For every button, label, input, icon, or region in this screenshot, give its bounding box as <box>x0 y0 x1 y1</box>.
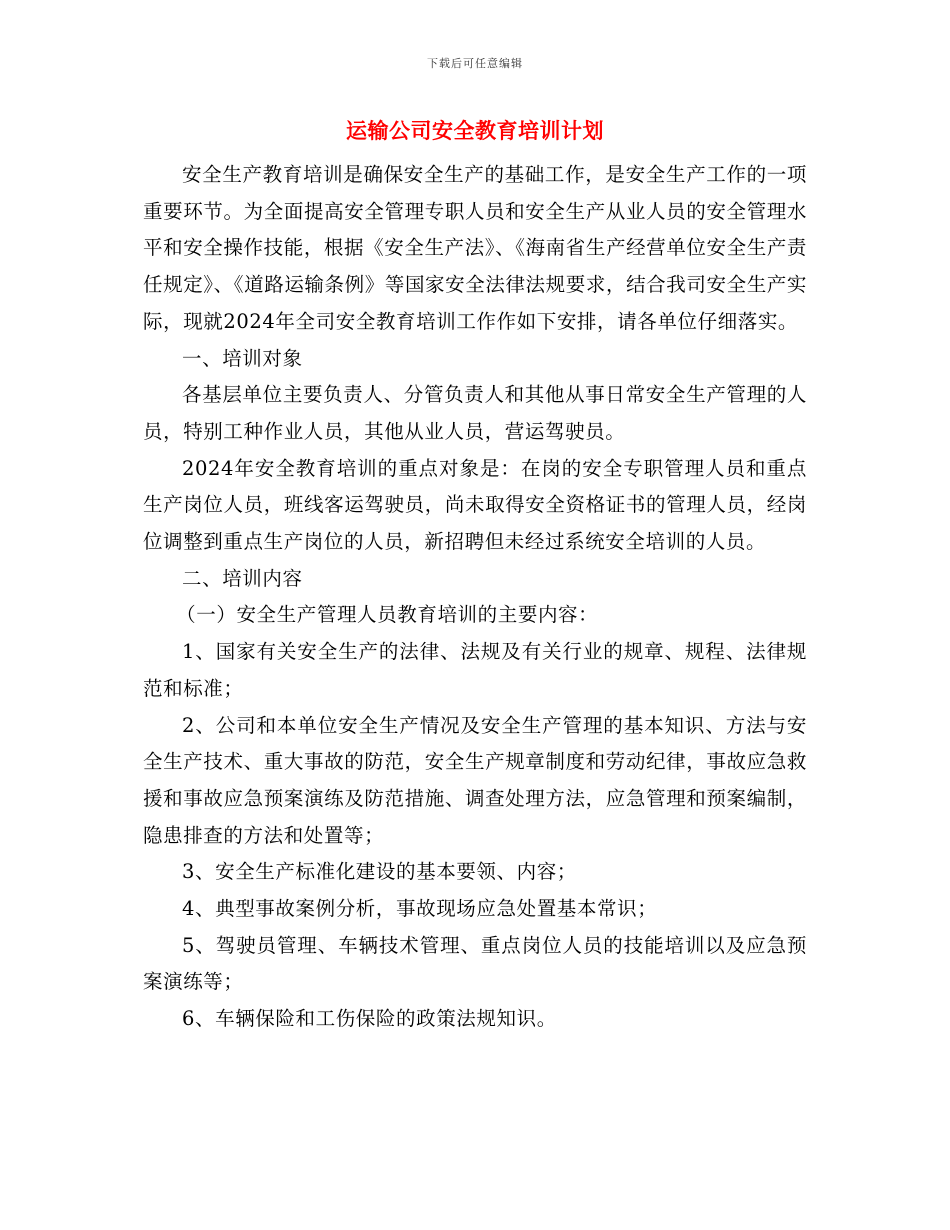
section-heading-training-targets: 一、培训对象 <box>182 346 303 370</box>
subsection-heading-management-training: （一）安全生产管理人员教育培训的主要内容： <box>176 603 599 627</box>
content-item-2: 2、公司和本单位安全生产情况及安全生产管理的基本知识、方法与安全生产技术、重大事故的防范，安全生产规章制度和劳动纪律，事故应急救援和事故应急预案演练及防范措施、调查处理方法，应急管理和预案编制，隐患排查的方法和处置等； <box>143 713 807 847</box>
intro-paragraph: 安全生产教育培训是确保安全生产的基础工作，是安全生产工作的一项重要环节。为全面提高安全管理专职人员和安全生产从业人员的安全管理水平和安全操作技能，根据《安全生产法》、《海南省生产经营单位安全生产责任规定》、《道路运输条例》等国家安全法律法规要求，结合我司安全生产实际，现就2024年全司安全教育培训工作作如下安排，请各单位仔细落实。 <box>143 163 807 333</box>
content-item-4: 4、典型事故案例分析，事故现场应急处置基本常识； <box>182 897 658 921</box>
document-title: 运输公司安全教育培训计划 <box>346 119 604 143</box>
document-body <box>143 157 807 1038</box>
content-item-3: 3、安全生产标准化建设的基本要领、内容； <box>182 860 577 884</box>
targets-paragraph: 各基层单位主要负责人、分管负责人和其他从事日常安全生产管理的人员，特别工种作业人员，其他从业人员，营运驾驶员。 <box>143 383 807 443</box>
key-targets-paragraph: 2024年安全教育培训的重点对象是：在岗的安全专职管理人员和重点生产岗位人员，班线客运驾驶员，尚未取得安全资格证书的管理人员，经岗位调整到重点生产岗位的人员，新招聘但未经过系统安全培训的人员。 <box>143 456 807 554</box>
section-heading-training-content: 二、培训内容 <box>182 566 303 590</box>
content-item-1: 1、国家有关安全生产的法律、法规及有关行业的规章、规程、法律规范和标准； <box>143 640 807 700</box>
content-item-5: 5、驾驶员管理、车辆技术管理、重点岗位人员的技能培训以及应急预案演练等； <box>143 933 807 994</box>
content-item-6: 6、车辆保险和工伤保险的政策法规知识。 <box>182 1007 557 1031</box>
header-note: 下载后可任意编辑 <box>427 57 523 70</box>
